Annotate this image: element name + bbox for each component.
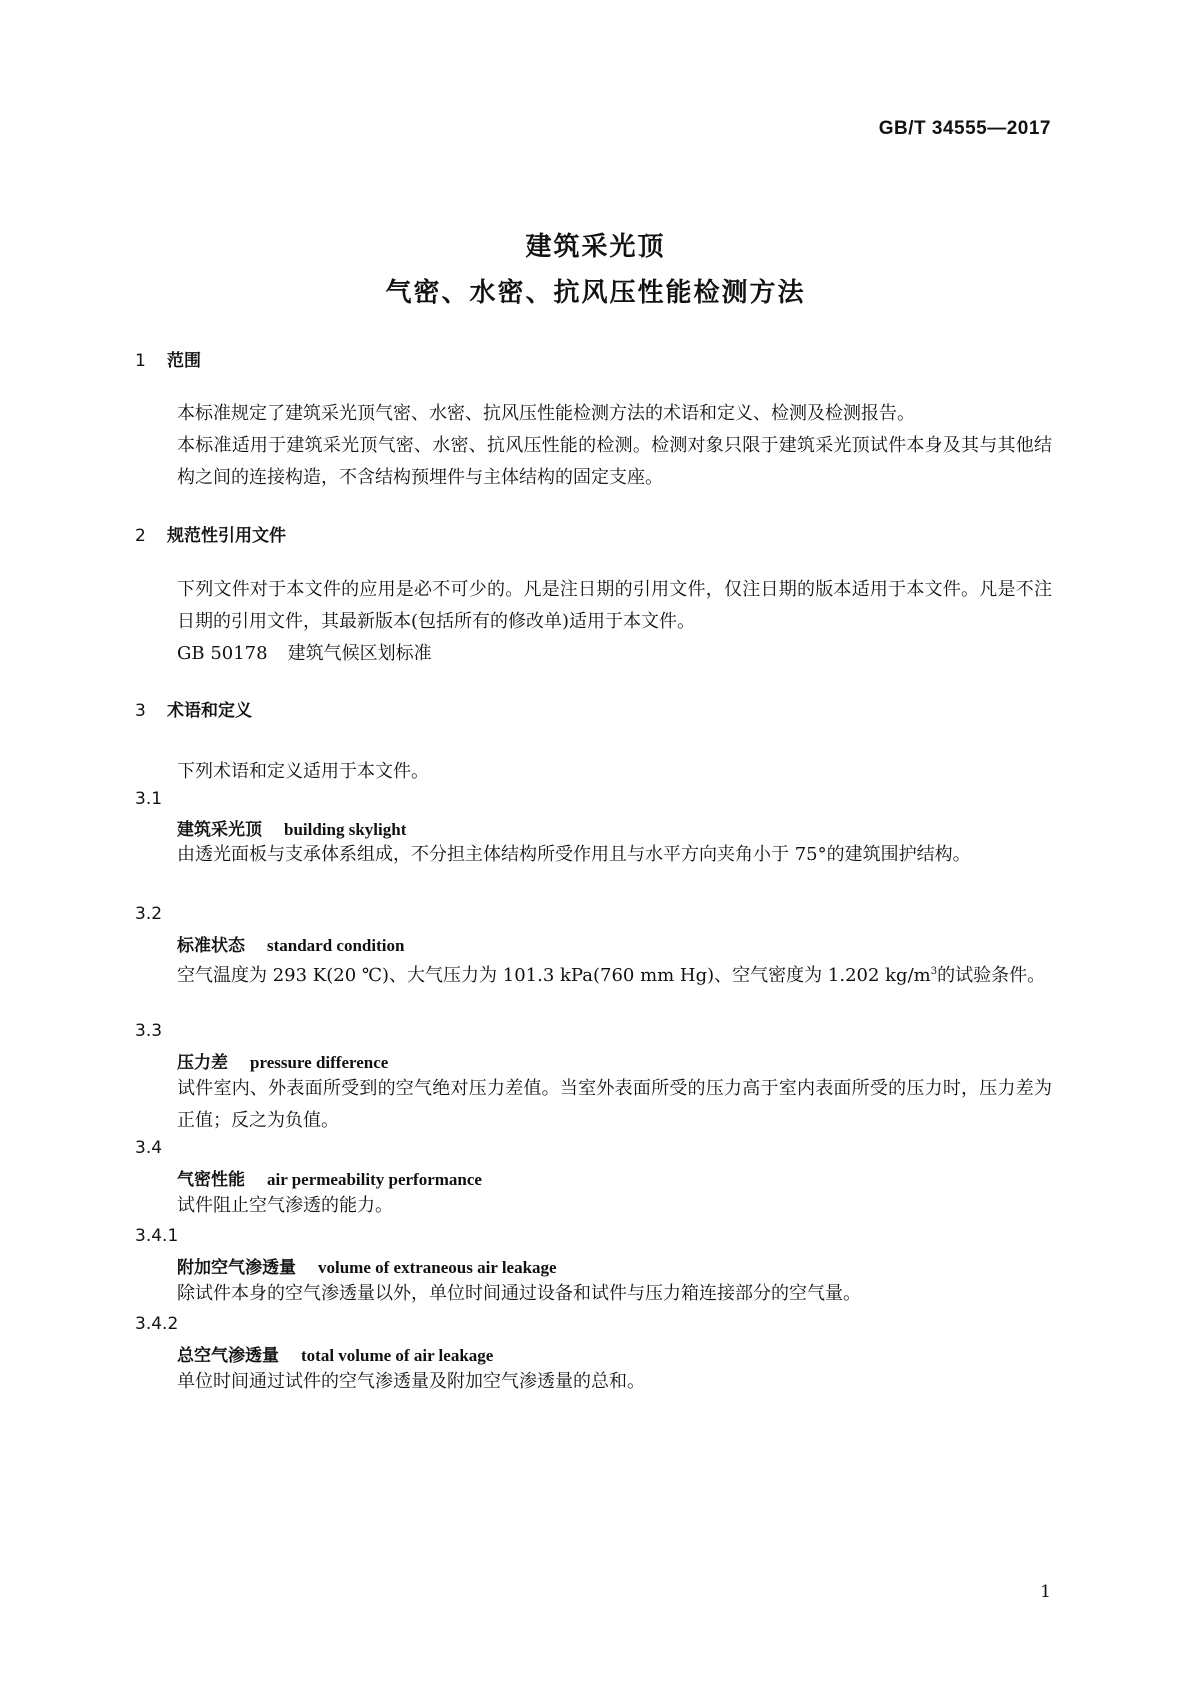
term-heading [177, 815, 406, 840]
standard-number: GB/T 34555—2017 [878, 118, 1051, 139]
document-title-line2: 气密、水密、抗风压性能检测方法 [385, 278, 806, 308]
term-en: volume of extraneous air leakage [318, 1258, 557, 1277]
section-number: 3 [135, 701, 146, 721]
section-title: 规范性引用文件 [167, 526, 286, 546]
section-3-heading [135, 696, 252, 721]
term-zh: 总空气渗透量 [177, 1346, 279, 1366]
scope-paragraph-1: 本标准规定了建筑采光顶气密、水密、抗风压性能检测方法的术语和定义、检测及检测报告。 [177, 403, 915, 424]
term-en: pressure difference [250, 1053, 389, 1072]
term-definition: 空气温度为 293 K(20 ℃)、大气压力为 101.3 kPa(760 mm Hg)、空气密度为 1.202 $kg/m^3$的试验条件。 [177, 965, 1046, 986]
term-en: building skylight [284, 820, 407, 839]
term-definition: 单位时间通过试件的空气渗透量及附加空气渗透量的总和。 [177, 1371, 645, 1392]
term-number: 3.4 [135, 1138, 163, 1158]
term-definition: 试件室内、外表面所受到的空气绝对压力差值。当室外表面所受的压力高于室内表面所受的压力时，压力差为正值；反之为负值。 [177, 1078, 1052, 1131]
section-number: 2 [135, 526, 146, 546]
term-number: 3.2 [135, 904, 163, 924]
term-heading [177, 1048, 388, 1073]
term-heading [177, 931, 404, 956]
term-zh: 标准状态 [177, 936, 245, 956]
section-2-heading [135, 521, 286, 546]
section-number: 1 [135, 351, 146, 371]
scope-paragraph-2: 本标准适用于建筑采光顶气密、水密、抗风压性能的检测。检测对象只限于建筑采光顶试件本身及其与其他结构之间的连接构造，不含结构预埋件与主体结构的固定支座。 [177, 435, 1052, 488]
term-zh: 压力差 [177, 1053, 228, 1073]
reference-code: GB 50178 [177, 643, 268, 664]
term-number: 3.4.1 [135, 1226, 179, 1246]
term-definition: 除试件本身的空气渗透量以外，单位时间通过设备和试件与压力箱连接部分的空气量。 [177, 1283, 861, 1304]
term-zh: 附加空气渗透量 [177, 1258, 296, 1278]
terms-intro: 下列术语和定义适用于本文件。 [177, 761, 429, 782]
term-en: air permeability performance [267, 1170, 482, 1189]
term-number: 3.1 [135, 789, 163, 809]
term-number: 3.3 [135, 1021, 163, 1041]
term-zh: 建筑采光顶 [177, 820, 262, 840]
reference-entry [177, 639, 432, 665]
section-title: 术语和定义 [167, 701, 252, 721]
term-en: total volume of air leakage [301, 1346, 494, 1365]
section-title: 范围 [167, 351, 201, 371]
term-en: standard condition [267, 936, 405, 955]
term-number: 3.4.2 [135, 1314, 179, 1334]
reference-title: 建筑气候区划标准 [287, 643, 432, 664]
term-heading [177, 1253, 557, 1278]
term-zh: 气密性能 [177, 1170, 245, 1190]
term-heading [177, 1341, 493, 1366]
term-definition: 由透光面板与支承体系组成，不分担主体结构所受作用且与水平方向夹角小于 75°的建筑围护结构。 [177, 844, 971, 865]
term-definition: 试件阻止空气渗透的能力。 [177, 1195, 393, 1216]
term-heading [177, 1165, 482, 1190]
normative-references-paragraph: 下列文件对于本文件的应用是必不可少的。凡是注日期的引用文件，仅注日期的版本适用于本文件。凡是不注日期的引用文件，其最新版本(包括所有的修改单)适用于本文件。 [177, 579, 1052, 632]
page-number: 1 [1040, 1582, 1051, 1602]
section-1-heading [135, 346, 201, 371]
document-title-line1: 建筑采光顶 [525, 232, 666, 262]
